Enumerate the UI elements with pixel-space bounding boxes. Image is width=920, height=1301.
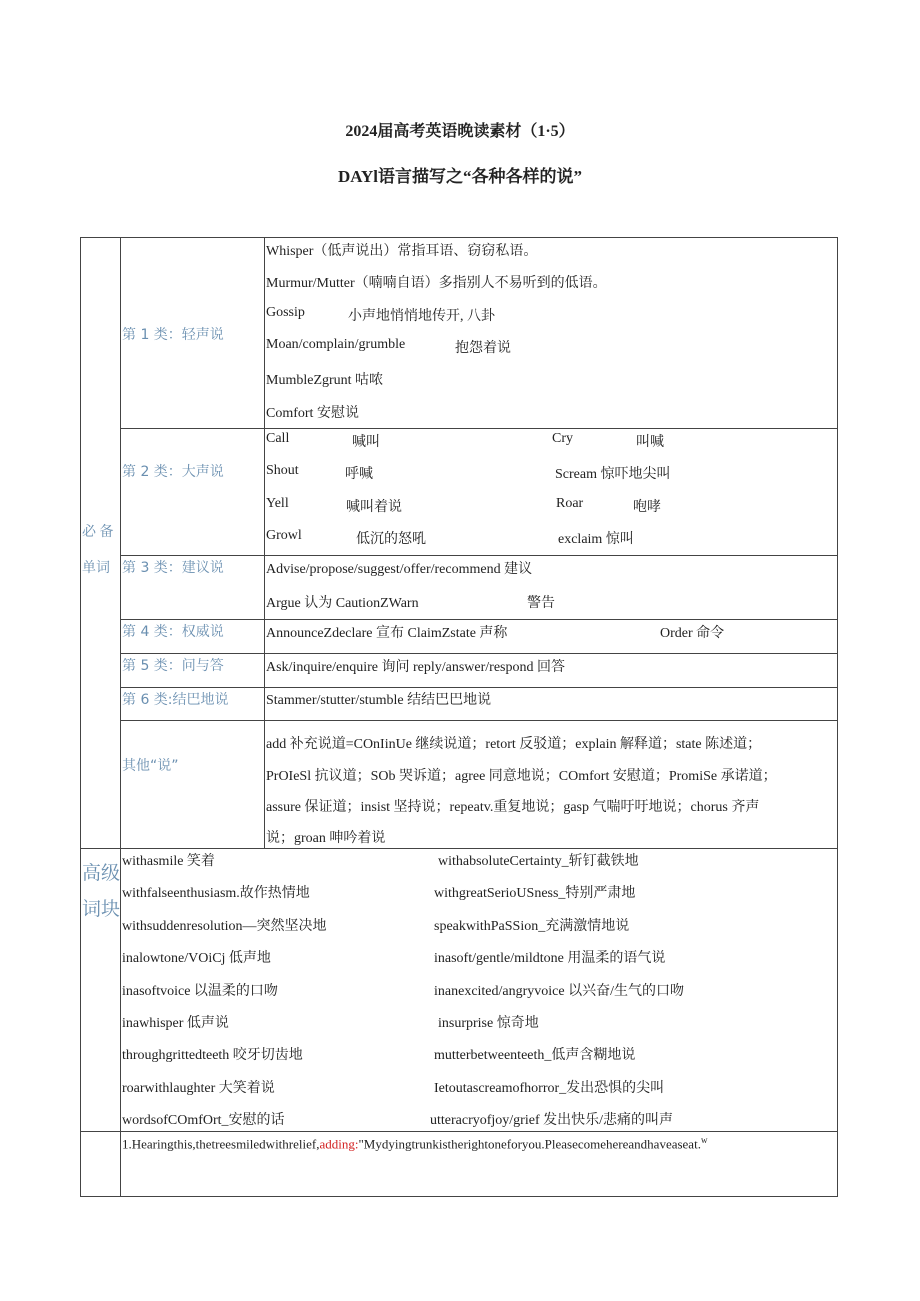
row-divider xyxy=(120,687,838,688)
word-entry: Moan/complain/grumble xyxy=(266,337,406,352)
phrase-entry: inanexcited/angryvoice 以兴奋/生气的口吻 xyxy=(434,984,684,999)
phrase-entry: withsuddenresolution—突然坚决地 xyxy=(122,919,327,934)
word-entry: PrOIeSl 抗议道；SOb 哭诉道；agree 同意地说；COmfort 安慰道；PromiSe 承诺道； xyxy=(266,769,777,784)
word-entry: Stammer/stutter/stumble 结结巴巴地说 xyxy=(266,693,492,708)
word-entry: 说；groan 呻吟着说 xyxy=(266,831,386,846)
word-entry: Yell xyxy=(266,496,289,511)
section-label-line1: 高级 xyxy=(82,863,121,884)
example-rest: "Mydyingtrunkistherightoneforyou.Pleasecomehereandhaveaseat. xyxy=(358,1136,701,1152)
section-label-line2: 词块 xyxy=(82,899,121,920)
phrase-entry: withasmile 笑着 xyxy=(122,854,215,869)
example-prefix: 1.Hearingthis,thetreesmiledwithrelief, xyxy=(122,1136,320,1152)
word-entry: Murmur/Mutter（喃喃自语）多指别人不易听到的低语。 xyxy=(266,276,607,291)
word-entry: Comfort 安慰说 xyxy=(266,406,359,421)
word-entry: Roar xyxy=(556,496,584,511)
word-entry: Argue 认为 CautionZWarn xyxy=(266,596,419,611)
word-meaning: 喊叫 xyxy=(352,435,380,450)
word-entry: Whisper（低声说出）常指耳语、窃窃私语。 xyxy=(266,244,538,259)
word-entry: Gossip xyxy=(266,305,305,320)
column-divider-1 xyxy=(120,237,121,1197)
category-label: 第 5 类：问与答 xyxy=(122,658,224,674)
word-meaning: 抱怨着说 xyxy=(455,341,511,356)
word-entry: Order 命令 xyxy=(660,626,725,641)
category-label: 第 2 类：大声说 xyxy=(122,464,224,480)
word-entry: Ask/inquire/enquire 询问 reply/answer/respond 回答 xyxy=(266,660,565,675)
category-label: 第 4 类：权威说 xyxy=(122,624,224,640)
word-entry: Shout xyxy=(266,463,299,478)
word-entry: AnnounceZdeclare 宣布 ClaimZstate 声称 xyxy=(266,626,508,641)
phrase-entry: wordsofCOmfOrt_安慰的话 xyxy=(122,1113,285,1128)
word-meaning: 喊叫着说 xyxy=(346,500,402,515)
phrase-entry: speakwithPaSSion_充满激情地说 xyxy=(434,919,630,934)
phrase-entry: inalowtone/VOiCj 低声地 xyxy=(122,951,271,966)
word-meaning: 警告 xyxy=(527,596,555,611)
word-meaning: 咆哮 xyxy=(633,500,661,515)
word-entry: Advise/propose/suggest/offer/recommend 建议 xyxy=(266,562,533,577)
phrase-entry: inawhisper 低声说 xyxy=(122,1016,229,1031)
phrase-entry: inasoft/gentle/mildtone 用温柔的语气说 xyxy=(434,951,666,966)
word-entry: Growl xyxy=(266,528,302,543)
row-divider xyxy=(120,555,838,556)
word-entry: exclaim 惊叫 xyxy=(558,532,634,547)
column-divider-2 xyxy=(264,237,265,848)
section-divider xyxy=(80,848,838,849)
phrase-entry: utteracryofjoy/grief 发出快乐/悲痛的叫声 xyxy=(430,1113,674,1128)
example-highlight: adding: xyxy=(319,1136,359,1152)
word-entry: assure 保证道；insist 坚持说；repeatv.重复地说；gasp 气喘吁吁地说；chorus 齐声 xyxy=(266,800,760,815)
phrase-entry: withabsoluteCertainty_斩钉截铁地 xyxy=(438,854,639,869)
phrase-entry: withgreatSerioUSness_特别严肃地 xyxy=(434,886,636,901)
word-entry: Call xyxy=(266,431,290,446)
category-label: 其他“说” xyxy=(122,758,179,774)
phrase-entry: withfalseenthusiasm.故作热情地 xyxy=(122,886,310,901)
row-divider xyxy=(120,720,838,721)
category-label: 第 3 类：建议说 xyxy=(122,560,224,576)
document-subtitle: DAYl语言描写之“各种各样的说” xyxy=(338,167,582,186)
word-entry: add 补充说道=COnIinUe 继续说道；retort 反驳道；explain 解释道；state 陈述道； xyxy=(266,737,762,752)
section-label-line1: 必 备 xyxy=(82,525,114,540)
phrase-entry: inasoftvoice 以温柔的口吻 xyxy=(122,984,278,999)
word-meaning: 叫喊 xyxy=(636,435,664,450)
word-meaning: 呼喊 xyxy=(345,467,373,482)
example-sentence xyxy=(122,1135,707,1152)
phrase-entry: mutterbetweenteeth_低声含糊地说 xyxy=(434,1048,636,1063)
word-entry: Cry xyxy=(552,431,573,446)
row-divider xyxy=(120,428,838,429)
category-label: 第 6 类:结巴地说 xyxy=(122,692,229,708)
category-label: 第 1 类：轻声说 xyxy=(122,327,224,343)
phrase-entry: throughgrittedteeth 咬牙切齿地 xyxy=(122,1048,303,1063)
word-meaning: 小声地悄悄地传开, 八卦 xyxy=(348,309,495,324)
document-title: 2024届高考英语晚读素材（1·5） xyxy=(345,123,575,140)
word-entry: Scream 惊吓地尖叫 xyxy=(555,467,671,482)
phrase-entry: roarwithlaughter 大笑着说 xyxy=(122,1081,275,1096)
section-label-line2: 单词 xyxy=(82,561,110,576)
word-entry: MumbleZgrunt 咕哝 xyxy=(266,373,384,388)
example-trail: w xyxy=(700,1135,708,1145)
row-divider xyxy=(120,653,838,654)
phrase-entry: insurprise 惊奇地 xyxy=(438,1016,539,1031)
word-meaning: 低沉的怒吼 xyxy=(356,532,426,547)
phrase-entry: Ietoutascreamofhorror_发出恐惧的尖叫 xyxy=(434,1081,665,1096)
row-divider xyxy=(120,619,838,620)
section-divider xyxy=(80,1131,838,1132)
